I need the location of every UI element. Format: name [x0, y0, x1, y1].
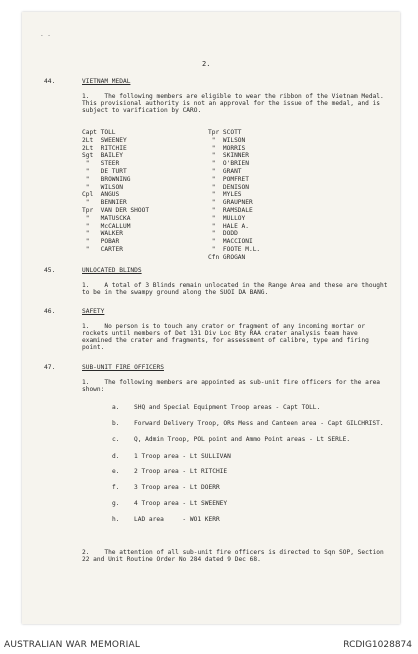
- name-entry: " GRANT: [208, 168, 242, 175]
- footer-id: RCDIG1028874: [343, 640, 412, 650]
- name-entry: " POMFRET: [208, 175, 249, 183]
- name-entry: " BROWNING: [82, 175, 131, 183]
- list-item-letter: c.: [112, 436, 120, 443]
- list-item-text: Q, Admin Troop, POL point and Ammo Point areas - Lt SERLE.: [134, 436, 351, 443]
- list-item-text: 1 Troop area - Lt SULLIVAN: [134, 453, 231, 460]
- list-item-text: Forward Delivery Troop, ORs Mess and Canteen area - Capt GILCHRIST.: [134, 420, 384, 427]
- name-entry: " BENNIER: [82, 199, 127, 207]
- name-entry: Cfn GROGAN: [208, 253, 246, 261]
- name-entry: " SKINNER: [208, 152, 249, 160]
- section-number: 44.: [44, 78, 56, 85]
- section-number: 47.: [44, 364, 56, 371]
- paragraph: 1. The following members are appointed as sub-unit fire officers for the area shown:: [82, 379, 381, 393]
- name-entry: " MULLOY: [208, 214, 246, 222]
- page-number: 2.: [202, 60, 211, 68]
- ink-mark: - -: [40, 32, 51, 39]
- document-page: [22, 12, 400, 624]
- name-entry: 2Lt SWEENEY: [82, 136, 127, 144]
- list-item-letter: h.: [112, 516, 120, 523]
- list-item-text: SHQ and Special Equipment Troop areas - Capt TOLL.: [134, 404, 321, 411]
- name-entry: " McCALLUM: [82, 222, 131, 230]
- name-entry: " CARTER: [82, 246, 123, 253]
- name-entry: " HALE A.: [208, 222, 249, 230]
- name-entry: " MACCIONI: [208, 238, 253, 246]
- name-entry: " FOOTE M.L.: [208, 246, 261, 253]
- footer-source: AUSTRALIAN WAR MEMORIAL: [4, 640, 141, 650]
- name-entry: Sgt BAILEY: [82, 152, 123, 160]
- section-title: SAFETY: [82, 308, 105, 315]
- name-entry: Cpl ANGUS: [82, 191, 120, 199]
- paragraph: 1. No person is to touch any crator or fragment of any incoming mortar or rockets until members of Det 131 Div Loc Bty RAA crater analysis team have examined the crater and fragments, for assessment of calibre, type and firing point.: [82, 323, 369, 351]
- name-entry: 2Lt RITCHIE: [82, 144, 127, 152]
- name-entry: " GRAUPNER: [208, 199, 253, 207]
- list-item-text: 4 Troop area - Lt SWEENEY: [134, 500, 228, 507]
- name-entry: " DENISON: [208, 183, 249, 191]
- list-item-text: 2 Troop area - Lt RITCHIE: [134, 468, 228, 475]
- list-item-text: LAD area - WO1 KERR: [134, 516, 220, 523]
- name-entry: " DODD: [208, 230, 238, 238]
- name-entry: " DE TURT: [82, 168, 127, 175]
- name-entry: " MORRIS: [208, 144, 246, 152]
- list-item-letter: a.: [112, 404, 120, 411]
- list-item-letter: b.: [112, 420, 120, 427]
- name-entry: " MYLES: [208, 191, 242, 199]
- name-entry: " O'BRIEN: [208, 160, 249, 168]
- name-entry: Tpr VAN DER SHOOT: [82, 207, 150, 214]
- list-item-letter: d.: [112, 453, 120, 460]
- name-entry: " MATUSCKA: [82, 214, 131, 222]
- name-entry: " RAMSDALE: [208, 207, 253, 214]
- name-entry: " WILSON: [82, 183, 123, 191]
- section-title: VIETNAM MEDAL: [82, 78, 131, 85]
- list-item-letter: f.: [112, 484, 120, 491]
- section-title: SUB-UNIT FIRE OFFICERS: [82, 364, 164, 371]
- name-entry: Tpr SCOTT: [208, 129, 242, 136]
- name-entry: " POBAR: [82, 238, 120, 246]
- name-entry: " WALKER: [82, 230, 123, 238]
- name-entry: " WILSON: [208, 136, 246, 144]
- section-title: UNLOCATED BLINDS: [82, 267, 142, 274]
- section-number: 45.: [44, 267, 56, 274]
- section-number: 46.: [44, 308, 56, 315]
- paragraph: 2. The attention of all sub-unit fire officers is directed to Sqn SOP, Section 22 and Unit Routine Order No 284 dated 9 Dec 68.: [82, 549, 384, 563]
- paragraph: 1. A total of 3 Blinds remain unlocated in the Range Area and these are thought to be in the swampy ground along the SUOI DA BANG.: [82, 282, 388, 296]
- list-item-letter: e.: [112, 468, 120, 475]
- list-item-text: 3 Troop area - Lt DOERR: [134, 484, 220, 491]
- name-entry: " STEER: [82, 160, 120, 168]
- paragraph: 1. The following members are eligible to wear the ribbon of the Vietnam Medal. This provisional authority is not an approval for the issue of the medal, and is subject to varification by CARO.: [82, 93, 384, 114]
- list-item-letter: g.: [112, 500, 120, 507]
- name-entry: Capt TOLL: [82, 129, 116, 136]
